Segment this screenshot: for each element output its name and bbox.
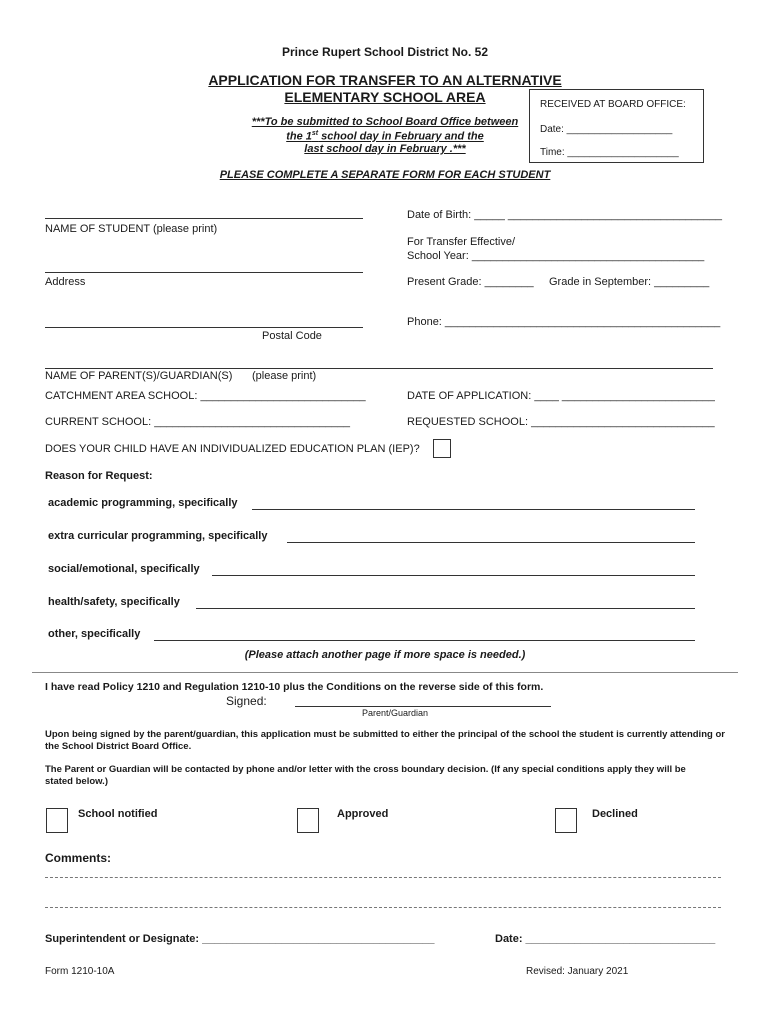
submit-note-line1: ***To be submitted to School Board Office between xyxy=(251,116,519,128)
approved-label: Approved xyxy=(337,808,389,820)
address-line[interactable] xyxy=(45,272,363,273)
contact-note-line1: The Parent or Guardian will be contacted by phone and/or letter with the cross boundary decision. (If any special conditions apply they will be xyxy=(45,764,686,775)
reason-extracurricular-line[interactable] xyxy=(287,542,695,543)
iep-checkbox[interactable] xyxy=(433,439,451,458)
postal-code-label: Postal Code xyxy=(262,330,322,342)
comments-line-1[interactable] xyxy=(45,877,721,878)
grade-september-field[interactable]: Grade in September: _________ xyxy=(549,276,710,288)
policy-statement: I have read Policy 1210 and Regulation 1210-10 plus the Conditions on the reverse side of this form. xyxy=(45,681,544,693)
signature-line[interactable] xyxy=(295,706,551,707)
revised-date: Revised: January 2021 xyxy=(526,966,629,977)
submit-note-line3: last school day in February .*** xyxy=(304,143,466,155)
superintendent-field[interactable]: Superintendent or Designate: ______________________________________ xyxy=(45,933,435,945)
reason-heading: Reason for Request: xyxy=(45,470,153,482)
form-title-line1: APPLICATION FOR TRANSFER TO AN ALTERNATIVE xyxy=(208,72,562,88)
school-notified-checkbox[interactable] xyxy=(46,808,68,833)
divider xyxy=(32,672,738,673)
present-grade-field[interactable]: Present Grade: ________ xyxy=(407,276,534,288)
parent-name-label: NAME OF PARENT(S)/GUARDIAN(S) xyxy=(45,370,233,382)
school-year-field[interactable]: School Year: ______________________________________ xyxy=(407,250,705,262)
form-number: Form 1210-10A xyxy=(45,966,115,977)
transfer-effective-label: For Transfer Effective/ xyxy=(407,236,516,248)
comments-line-2[interactable] xyxy=(45,907,721,908)
submit-note-line2: the 1st school day in February and the xyxy=(286,130,484,143)
reason-other-label: other, specifically xyxy=(48,628,141,640)
reason-health-line[interactable] xyxy=(196,608,695,609)
office-time-field[interactable]: Time: ____________________ xyxy=(540,147,679,158)
district-name: Prince Rupert School District No. 52 xyxy=(281,45,489,59)
current-school-field[interactable]: CURRENT SCHOOL: ________________________________ xyxy=(45,416,350,428)
parent-guardian-caption: Parent/Guardian xyxy=(362,708,429,718)
reason-social-label: social/emotional, specifically xyxy=(48,563,200,575)
declined-checkbox[interactable] xyxy=(555,808,577,833)
contact-note-line2: stated below.) xyxy=(45,776,108,787)
reason-extracurricular-label: extra curricular programming, specifically xyxy=(48,530,268,542)
iep-question: DOES YOUR CHILD HAVE AN INDIVIDUALIZED EDUCATION PLAN (IEP)? xyxy=(45,443,420,455)
reason-social-line[interactable] xyxy=(212,575,695,576)
student-name-label: NAME OF STUDENT (please print) xyxy=(45,223,218,235)
reason-academic-label: academic programming, specifically xyxy=(48,497,238,509)
separate-form-note: PLEASE COMPLETE A SEPARATE FORM FOR EACH STUDENT xyxy=(219,169,551,181)
reason-health-label: health/safety, specifically xyxy=(48,596,180,608)
parent-name-line[interactable] xyxy=(45,368,713,369)
declined-label: Declined xyxy=(592,808,638,820)
office-date-field[interactable]: Date: ___________________ xyxy=(540,124,673,135)
reason-other-line[interactable] xyxy=(154,640,695,641)
address-line-2[interactable] xyxy=(45,327,363,328)
comments-heading: Comments: xyxy=(45,851,112,865)
form-title-line2: ELEMENTARY SCHOOL AREA xyxy=(284,89,486,105)
office-use-box xyxy=(529,89,704,163)
approved-checkbox[interactable] xyxy=(297,808,319,833)
catchment-school-field[interactable]: CATCHMENT AREA SCHOOL: ___________________________ xyxy=(45,390,366,402)
please-print-label: (please print) xyxy=(252,370,317,382)
superintendent-date-field[interactable]: Date: _______________________________ xyxy=(495,933,716,945)
date-of-birth-field[interactable]: Date of Birth: _____ ___________________________________ xyxy=(407,209,723,221)
signed-label: Signed: xyxy=(226,694,267,708)
phone-field[interactable]: Phone: _____________________________________________ xyxy=(407,316,721,328)
submission-instructions: Upon being signed by the parent/guardian, this application must be submitted to either the principal of the school the student is currently attending or the School District Board Office. xyxy=(45,729,725,752)
date-of-application-field[interactable]: DATE OF APPLICATION: ____ _________________________ xyxy=(407,390,715,402)
student-name-line[interactable] xyxy=(45,218,363,219)
requested-school-field[interactable]: REQUESTED SCHOOL: ______________________________ xyxy=(407,416,715,428)
school-notified-label: School notified xyxy=(78,808,158,820)
reason-academic-line[interactable] xyxy=(252,509,695,510)
address-label: Address xyxy=(45,276,86,288)
attach-note: (Please attach another page if more space is needed.) xyxy=(244,649,526,661)
received-label: RECEIVED AT BOARD OFFICE: xyxy=(540,99,686,110)
